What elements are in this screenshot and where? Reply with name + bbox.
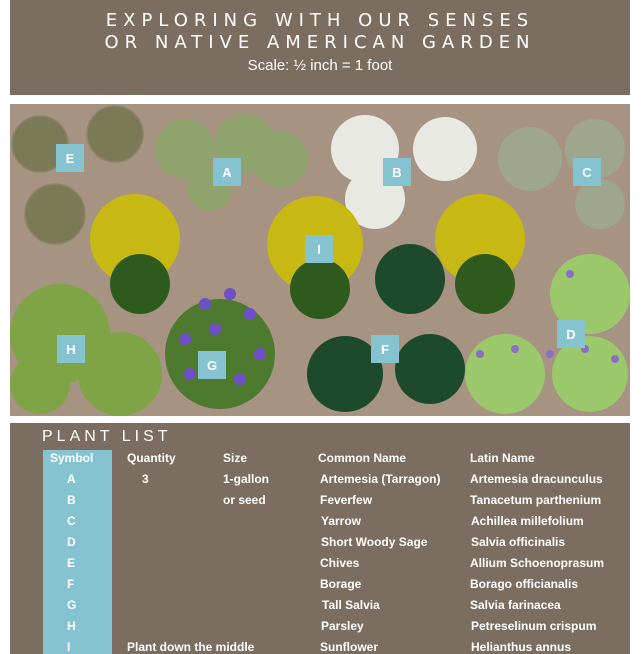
col-header-symbol: Symbol bbox=[50, 451, 94, 465]
row-symbol: I bbox=[67, 640, 71, 654]
garden-label-b: B bbox=[383, 158, 411, 186]
garden-label-g: G bbox=[198, 351, 226, 379]
row-common-name: Feverfew bbox=[320, 493, 373, 507]
col-header-latin-name: Latin Name bbox=[470, 451, 535, 465]
plant-list-title: PLANT LIST bbox=[42, 428, 172, 445]
garden-label-h: H bbox=[57, 335, 85, 363]
col-header-common-name: Common Name bbox=[318, 451, 407, 465]
row-common-name: Tall Salvia bbox=[322, 598, 380, 612]
row-latin-name: Helianthus annus bbox=[471, 640, 572, 654]
row-common-name: Borage bbox=[320, 577, 362, 591]
row-latin-name: Petreselinum crispum bbox=[471, 619, 597, 633]
garden-label-e: E bbox=[56, 144, 84, 172]
row-symbol: C bbox=[67, 514, 76, 528]
row-size: or seed bbox=[223, 493, 266, 507]
row-symbol: H bbox=[67, 619, 76, 633]
row-symbol: E bbox=[67, 556, 76, 570]
row-symbol: G bbox=[67, 598, 77, 612]
title-line-1: EXPLORING WITH OUR SENSES bbox=[105, 10, 535, 31]
col-header-quantity: Quantity bbox=[127, 451, 176, 465]
row-latin-name: Borago officianalis bbox=[470, 577, 579, 591]
garden-plan bbox=[10, 104, 630, 416]
col-header-size: Size bbox=[223, 451, 248, 465]
row-common-name: Parsley bbox=[321, 619, 364, 633]
row-common-name: Chives bbox=[320, 556, 360, 570]
scale-note: Scale: ½ inch = 1 foot bbox=[247, 57, 393, 74]
row-symbol: A bbox=[67, 472, 76, 486]
row-common-name: Short Woody Sage bbox=[321, 535, 428, 549]
garden-label-a: A bbox=[213, 158, 241, 186]
row-symbol: F bbox=[67, 577, 75, 591]
row-size: 1-gallon bbox=[223, 472, 270, 486]
row-latin-name: Allium Schoenoprasum bbox=[470, 556, 605, 570]
plant-c-yarrow bbox=[498, 119, 625, 229]
symbol-column bbox=[43, 450, 112, 654]
row-quantity: 3 bbox=[142, 472, 149, 486]
row-common-name: Sunflower bbox=[320, 640, 379, 654]
plant-list bbox=[10, 423, 630, 654]
row-common-name: Artemesia (Tarragon) bbox=[320, 472, 441, 486]
row-latin-name: Achillea millefolium bbox=[471, 514, 584, 528]
row-latin-name: Tanacetum parthenium bbox=[470, 493, 602, 507]
page-header bbox=[10, 0, 630, 95]
row-symbol: D bbox=[67, 535, 76, 549]
title-line-2: OR NATIVE AMERICAN GARDEN bbox=[104, 32, 536, 53]
garden-label-i: I bbox=[305, 235, 333, 263]
garden-label-f: F bbox=[371, 335, 399, 363]
garden-label-c: C bbox=[573, 158, 601, 186]
row-latin-name: Artemesia dracunculus bbox=[470, 472, 603, 486]
row-latin-name: Salvia officinalis bbox=[471, 535, 566, 549]
row-symbol: B bbox=[67, 493, 76, 507]
row-latin-name: Salvia farinacea bbox=[470, 598, 561, 612]
garden-label-d: D bbox=[557, 320, 585, 348]
row-common-name: Yarrow bbox=[321, 514, 362, 528]
row-quantity: Plant down the middle bbox=[127, 640, 255, 654]
